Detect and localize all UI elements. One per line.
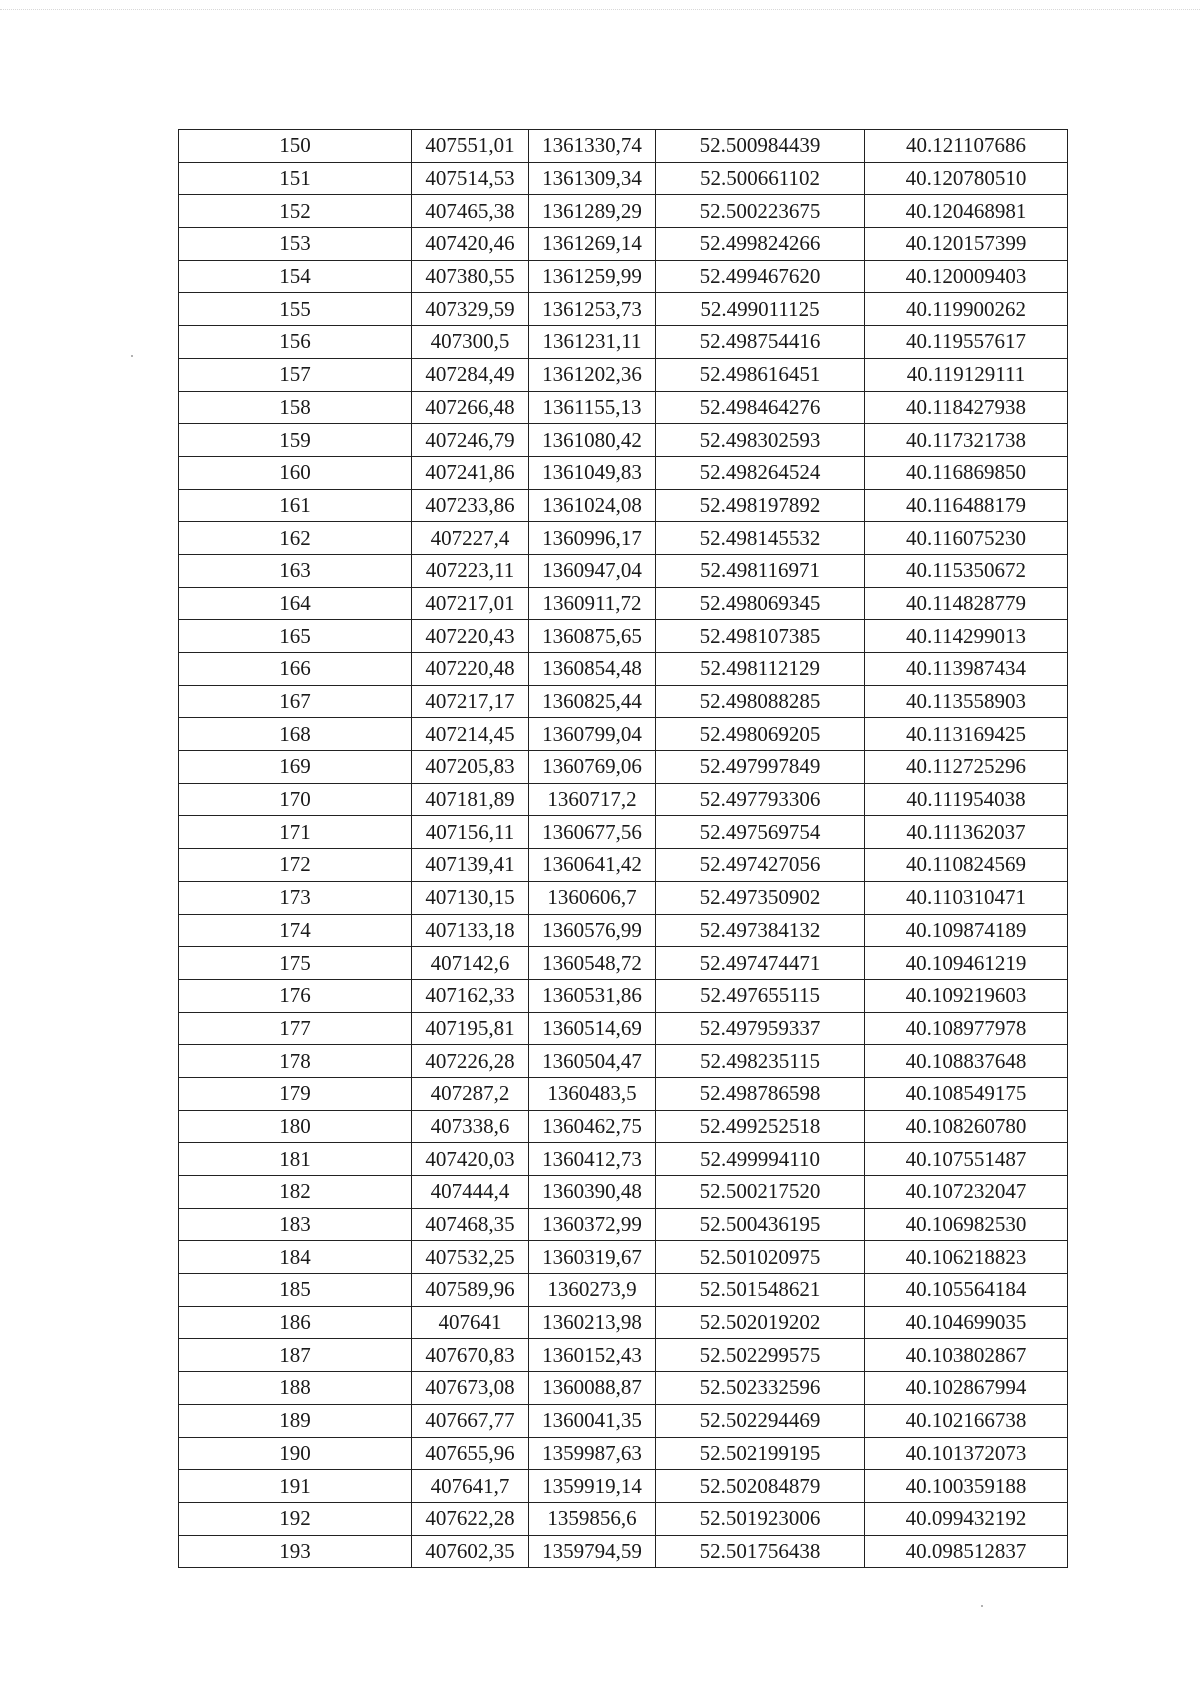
table-row bbox=[179, 1077, 1068, 1110]
latitude-cell: 52.498112129 bbox=[656, 653, 865, 686]
x-coordinate-cell: 407673,08 bbox=[412, 1372, 529, 1405]
x-coordinate-cell: 407130,15 bbox=[412, 881, 529, 914]
point-number-cell: 151 bbox=[179, 162, 412, 195]
latitude-cell: 52.502294469 bbox=[656, 1404, 865, 1437]
latitude-cell: 52.498069205 bbox=[656, 718, 865, 751]
latitude-cell: 52.499824266 bbox=[656, 228, 865, 261]
table-row bbox=[179, 881, 1068, 914]
y-coordinate-cell: 1360677,56 bbox=[529, 816, 656, 849]
x-coordinate-cell: 407551,01 bbox=[412, 130, 529, 163]
x-coordinate-cell: 407233,86 bbox=[412, 489, 529, 522]
latitude-cell: 52.500661102 bbox=[656, 162, 865, 195]
point-number-cell: 175 bbox=[179, 947, 412, 980]
latitude-cell: 52.498069345 bbox=[656, 587, 865, 620]
y-coordinate-cell: 1360273,9 bbox=[529, 1274, 656, 1307]
latitude-cell: 52.499994110 bbox=[656, 1143, 865, 1176]
point-number-cell: 181 bbox=[179, 1143, 412, 1176]
table-row bbox=[179, 1045, 1068, 1078]
longitude-cell: 40.106982530 bbox=[865, 1208, 1068, 1241]
y-coordinate-cell: 1359987,63 bbox=[529, 1437, 656, 1470]
longitude-cell: 40.120780510 bbox=[865, 162, 1068, 195]
point-number-cell: 172 bbox=[179, 849, 412, 882]
scan-speck bbox=[131, 355, 133, 357]
latitude-cell: 52.499467620 bbox=[656, 260, 865, 293]
table-row bbox=[179, 751, 1068, 784]
point-number-cell: 186 bbox=[179, 1306, 412, 1339]
y-coordinate-cell: 1361024,08 bbox=[529, 489, 656, 522]
table-row bbox=[179, 1110, 1068, 1143]
table-row bbox=[179, 1306, 1068, 1339]
table-row bbox=[179, 1470, 1068, 1503]
y-coordinate-cell: 1360319,67 bbox=[529, 1241, 656, 1274]
table-row bbox=[179, 979, 1068, 1012]
x-coordinate-cell: 407217,01 bbox=[412, 587, 529, 620]
table-row bbox=[179, 685, 1068, 718]
x-coordinate-cell: 407139,41 bbox=[412, 849, 529, 882]
longitude-cell: 40.117321738 bbox=[865, 424, 1068, 457]
latitude-cell: 52.498116971 bbox=[656, 554, 865, 587]
latitude-cell: 52.501020975 bbox=[656, 1241, 865, 1274]
x-coordinate-cell: 407667,77 bbox=[412, 1404, 529, 1437]
point-number-cell: 163 bbox=[179, 554, 412, 587]
y-coordinate-cell: 1361202,36 bbox=[529, 358, 656, 391]
table-row bbox=[179, 130, 1068, 163]
longitude-cell: 40.099432192 bbox=[865, 1502, 1068, 1535]
point-number-cell: 185 bbox=[179, 1274, 412, 1307]
y-coordinate-cell: 1360996,17 bbox=[529, 522, 656, 555]
y-coordinate-cell: 1360717,2 bbox=[529, 783, 656, 816]
table-row bbox=[179, 522, 1068, 555]
point-number-cell: 167 bbox=[179, 685, 412, 718]
latitude-cell: 52.497997849 bbox=[656, 751, 865, 784]
longitude-cell: 40.121107686 bbox=[865, 130, 1068, 163]
latitude-cell: 52.497427056 bbox=[656, 849, 865, 882]
y-coordinate-cell: 1360412,73 bbox=[529, 1143, 656, 1176]
x-coordinate-cell: 407205,83 bbox=[412, 751, 529, 784]
table-row bbox=[179, 228, 1068, 261]
x-coordinate-cell: 407380,55 bbox=[412, 260, 529, 293]
longitude-cell: 40.116488179 bbox=[865, 489, 1068, 522]
y-coordinate-cell: 1360372,99 bbox=[529, 1208, 656, 1241]
point-number-cell: 152 bbox=[179, 195, 412, 228]
x-coordinate-cell: 407156,11 bbox=[412, 816, 529, 849]
y-coordinate-cell: 1361253,73 bbox=[529, 293, 656, 326]
x-coordinate-cell: 407195,81 bbox=[412, 1012, 529, 1045]
latitude-cell: 52.497569754 bbox=[656, 816, 865, 849]
table-row bbox=[179, 1437, 1068, 1470]
table-row bbox=[179, 391, 1068, 424]
x-coordinate-cell: 407670,83 bbox=[412, 1339, 529, 1372]
point-number-cell: 188 bbox=[179, 1372, 412, 1405]
x-coordinate-cell: 407142,6 bbox=[412, 947, 529, 980]
table-row bbox=[179, 783, 1068, 816]
y-coordinate-cell: 1361309,34 bbox=[529, 162, 656, 195]
y-coordinate-cell: 1360088,87 bbox=[529, 1372, 656, 1405]
point-number-cell: 156 bbox=[179, 326, 412, 359]
latitude-cell: 52.499011125 bbox=[656, 293, 865, 326]
longitude-cell: 40.111362037 bbox=[865, 816, 1068, 849]
point-number-cell: 170 bbox=[179, 783, 412, 816]
y-coordinate-cell: 1360576,99 bbox=[529, 914, 656, 947]
table-row bbox=[179, 947, 1068, 980]
latitude-cell: 52.498464276 bbox=[656, 391, 865, 424]
y-coordinate-cell: 1359794,59 bbox=[529, 1535, 656, 1568]
latitude-cell: 52.499252518 bbox=[656, 1110, 865, 1143]
point-number-cell: 158 bbox=[179, 391, 412, 424]
latitude-cell: 52.498264524 bbox=[656, 456, 865, 489]
point-number-cell: 153 bbox=[179, 228, 412, 261]
point-number-cell: 169 bbox=[179, 751, 412, 784]
y-coordinate-cell: 1361330,74 bbox=[529, 130, 656, 163]
latitude-cell: 52.497384132 bbox=[656, 914, 865, 947]
coordinates-table-body bbox=[179, 130, 1068, 1568]
table-row bbox=[179, 816, 1068, 849]
table-row bbox=[179, 424, 1068, 457]
latitude-cell: 52.498786598 bbox=[656, 1077, 865, 1110]
longitude-cell: 40.103802867 bbox=[865, 1339, 1068, 1372]
latitude-cell: 52.502332596 bbox=[656, 1372, 865, 1405]
table-row bbox=[179, 1208, 1068, 1241]
longitude-cell: 40.119900262 bbox=[865, 293, 1068, 326]
x-coordinate-cell: 407641 bbox=[412, 1306, 529, 1339]
longitude-cell: 40.116869850 bbox=[865, 456, 1068, 489]
y-coordinate-cell: 1360213,98 bbox=[529, 1306, 656, 1339]
x-coordinate-cell: 407589,96 bbox=[412, 1274, 529, 1307]
latitude-cell: 52.501548621 bbox=[656, 1274, 865, 1307]
x-coordinate-cell: 407420,46 bbox=[412, 228, 529, 261]
table-row bbox=[179, 1372, 1068, 1405]
longitude-cell: 40.108549175 bbox=[865, 1077, 1068, 1110]
longitude-cell: 40.107232047 bbox=[865, 1176, 1068, 1209]
point-number-cell: 160 bbox=[179, 456, 412, 489]
scan-edge-line bbox=[0, 9, 1200, 10]
longitude-cell: 40.113558903 bbox=[865, 685, 1068, 718]
y-coordinate-cell: 1361080,42 bbox=[529, 424, 656, 457]
longitude-cell: 40.107551487 bbox=[865, 1143, 1068, 1176]
longitude-cell: 40.104699035 bbox=[865, 1306, 1068, 1339]
point-number-cell: 154 bbox=[179, 260, 412, 293]
point-number-cell: 192 bbox=[179, 1502, 412, 1535]
y-coordinate-cell: 1360825,44 bbox=[529, 685, 656, 718]
x-coordinate-cell: 407465,38 bbox=[412, 195, 529, 228]
x-coordinate-cell: 407241,86 bbox=[412, 456, 529, 489]
x-coordinate-cell: 407223,11 bbox=[412, 554, 529, 587]
y-coordinate-cell: 1360514,69 bbox=[529, 1012, 656, 1045]
longitude-cell: 40.108977978 bbox=[865, 1012, 1068, 1045]
longitude-cell: 40.109874189 bbox=[865, 914, 1068, 947]
point-number-cell: 161 bbox=[179, 489, 412, 522]
point-number-cell: 174 bbox=[179, 914, 412, 947]
longitude-cell: 40.102166738 bbox=[865, 1404, 1068, 1437]
x-coordinate-cell: 407162,33 bbox=[412, 979, 529, 1012]
latitude-cell: 52.498616451 bbox=[656, 358, 865, 391]
y-coordinate-cell: 1361259,99 bbox=[529, 260, 656, 293]
table-row bbox=[179, 326, 1068, 359]
latitude-cell: 52.501923006 bbox=[656, 1502, 865, 1535]
x-coordinate-cell: 407181,89 bbox=[412, 783, 529, 816]
point-number-cell: 168 bbox=[179, 718, 412, 751]
point-number-cell: 193 bbox=[179, 1535, 412, 1568]
longitude-cell: 40.111954038 bbox=[865, 783, 1068, 816]
table-row bbox=[179, 653, 1068, 686]
scan-speck bbox=[981, 1605, 983, 1607]
latitude-cell: 52.500984439 bbox=[656, 130, 865, 163]
latitude-cell: 52.497350902 bbox=[656, 881, 865, 914]
y-coordinate-cell: 1360483,5 bbox=[529, 1077, 656, 1110]
y-coordinate-cell: 1361289,29 bbox=[529, 195, 656, 228]
y-coordinate-cell: 1360390,48 bbox=[529, 1176, 656, 1209]
longitude-cell: 40.113987434 bbox=[865, 653, 1068, 686]
latitude-cell: 52.498088285 bbox=[656, 685, 865, 718]
x-coordinate-cell: 407220,43 bbox=[412, 620, 529, 653]
longitude-cell: 40.098512837 bbox=[865, 1535, 1068, 1568]
longitude-cell: 40.119557617 bbox=[865, 326, 1068, 359]
table-row bbox=[179, 849, 1068, 882]
longitude-cell: 40.106218823 bbox=[865, 1241, 1068, 1274]
y-coordinate-cell: 1361269,14 bbox=[529, 228, 656, 261]
point-number-cell: 189 bbox=[179, 1404, 412, 1437]
longitude-cell: 40.108837648 bbox=[865, 1045, 1068, 1078]
table-row bbox=[179, 195, 1068, 228]
longitude-cell: 40.120468981 bbox=[865, 195, 1068, 228]
point-number-cell: 179 bbox=[179, 1077, 412, 1110]
y-coordinate-cell: 1361155,13 bbox=[529, 391, 656, 424]
point-number-cell: 176 bbox=[179, 979, 412, 1012]
latitude-cell: 52.502019202 bbox=[656, 1306, 865, 1339]
x-coordinate-cell: 407246,79 bbox=[412, 424, 529, 457]
x-coordinate-cell: 407300,5 bbox=[412, 326, 529, 359]
table-row bbox=[179, 456, 1068, 489]
longitude-cell: 40.118427938 bbox=[865, 391, 1068, 424]
y-coordinate-cell: 1360769,06 bbox=[529, 751, 656, 784]
longitude-cell: 40.114828779 bbox=[865, 587, 1068, 620]
point-number-cell: 178 bbox=[179, 1045, 412, 1078]
point-number-cell: 157 bbox=[179, 358, 412, 391]
table-row bbox=[179, 358, 1068, 391]
point-number-cell: 165 bbox=[179, 620, 412, 653]
latitude-cell: 52.498754416 bbox=[656, 326, 865, 359]
table-row bbox=[179, 1012, 1068, 1045]
table-row bbox=[179, 293, 1068, 326]
table-row bbox=[179, 620, 1068, 653]
x-coordinate-cell: 407287,2 bbox=[412, 1077, 529, 1110]
longitude-cell: 40.114299013 bbox=[865, 620, 1068, 653]
x-coordinate-cell: 407217,17 bbox=[412, 685, 529, 718]
longitude-cell: 40.120009403 bbox=[865, 260, 1068, 293]
longitude-cell: 40.109461219 bbox=[865, 947, 1068, 980]
x-coordinate-cell: 407468,35 bbox=[412, 1208, 529, 1241]
x-coordinate-cell: 407329,59 bbox=[412, 293, 529, 326]
longitude-cell: 40.110310471 bbox=[865, 881, 1068, 914]
table-row bbox=[179, 718, 1068, 751]
y-coordinate-cell: 1360641,42 bbox=[529, 849, 656, 882]
point-number-cell: 164 bbox=[179, 587, 412, 620]
latitude-cell: 52.498235115 bbox=[656, 1045, 865, 1078]
table-row bbox=[179, 554, 1068, 587]
longitude-cell: 40.116075230 bbox=[865, 522, 1068, 555]
point-number-cell: 171 bbox=[179, 816, 412, 849]
table-row bbox=[179, 162, 1068, 195]
point-number-cell: 173 bbox=[179, 881, 412, 914]
latitude-cell: 52.502084879 bbox=[656, 1470, 865, 1503]
longitude-cell: 40.113169425 bbox=[865, 718, 1068, 751]
latitude-cell: 52.500436195 bbox=[656, 1208, 865, 1241]
table-row bbox=[179, 1274, 1068, 1307]
y-coordinate-cell: 1359856,6 bbox=[529, 1502, 656, 1535]
y-coordinate-cell: 1360548,72 bbox=[529, 947, 656, 980]
longitude-cell: 40.108260780 bbox=[865, 1110, 1068, 1143]
point-number-cell: 182 bbox=[179, 1176, 412, 1209]
latitude-cell: 52.502299575 bbox=[656, 1339, 865, 1372]
x-coordinate-cell: 407226,28 bbox=[412, 1045, 529, 1078]
longitude-cell: 40.112725296 bbox=[865, 751, 1068, 784]
point-number-cell: 162 bbox=[179, 522, 412, 555]
table-row bbox=[179, 914, 1068, 947]
longitude-cell: 40.110824569 bbox=[865, 849, 1068, 882]
latitude-cell: 52.498302593 bbox=[656, 424, 865, 457]
latitude-cell: 52.498145532 bbox=[656, 522, 865, 555]
latitude-cell: 52.497655115 bbox=[656, 979, 865, 1012]
y-coordinate-cell: 1360875,65 bbox=[529, 620, 656, 653]
y-coordinate-cell: 1360504,47 bbox=[529, 1045, 656, 1078]
x-coordinate-cell: 407622,28 bbox=[412, 1502, 529, 1535]
point-number-cell: 177 bbox=[179, 1012, 412, 1045]
y-coordinate-cell: 1360152,43 bbox=[529, 1339, 656, 1372]
x-coordinate-cell: 407602,35 bbox=[412, 1535, 529, 1568]
y-coordinate-cell: 1359919,14 bbox=[529, 1470, 656, 1503]
table-row bbox=[179, 1502, 1068, 1535]
longitude-cell: 40.109219603 bbox=[865, 979, 1068, 1012]
x-coordinate-cell: 407338,6 bbox=[412, 1110, 529, 1143]
y-coordinate-cell: 1360854,48 bbox=[529, 653, 656, 686]
point-number-cell: 155 bbox=[179, 293, 412, 326]
point-number-cell: 180 bbox=[179, 1110, 412, 1143]
y-coordinate-cell: 1361049,83 bbox=[529, 456, 656, 489]
table-row bbox=[179, 1241, 1068, 1274]
table-row bbox=[179, 260, 1068, 293]
latitude-cell: 52.502199195 bbox=[656, 1437, 865, 1470]
y-coordinate-cell: 1360462,75 bbox=[529, 1110, 656, 1143]
longitude-cell: 40.115350672 bbox=[865, 554, 1068, 587]
x-coordinate-cell: 407220,48 bbox=[412, 653, 529, 686]
x-coordinate-cell: 407532,25 bbox=[412, 1241, 529, 1274]
x-coordinate-cell: 407133,18 bbox=[412, 914, 529, 947]
x-coordinate-cell: 407444,4 bbox=[412, 1176, 529, 1209]
longitude-cell: 40.100359188 bbox=[865, 1470, 1068, 1503]
point-number-cell: 159 bbox=[179, 424, 412, 457]
x-coordinate-cell: 407284,49 bbox=[412, 358, 529, 391]
table-row bbox=[179, 1535, 1068, 1568]
longitude-cell: 40.119129111 bbox=[865, 358, 1068, 391]
point-number-cell: 150 bbox=[179, 130, 412, 163]
y-coordinate-cell: 1360606,7 bbox=[529, 881, 656, 914]
longitude-cell: 40.102867994 bbox=[865, 1372, 1068, 1405]
x-coordinate-cell: 407214,45 bbox=[412, 718, 529, 751]
table-row bbox=[179, 489, 1068, 522]
x-coordinate-cell: 407227,4 bbox=[412, 522, 529, 555]
x-coordinate-cell: 407420,03 bbox=[412, 1143, 529, 1176]
latitude-cell: 52.501756438 bbox=[656, 1535, 865, 1568]
point-number-cell: 190 bbox=[179, 1437, 412, 1470]
longitude-cell: 40.105564184 bbox=[865, 1274, 1068, 1307]
table-row bbox=[179, 1404, 1068, 1437]
latitude-cell: 52.497959337 bbox=[656, 1012, 865, 1045]
longitude-cell: 40.120157399 bbox=[865, 228, 1068, 261]
x-coordinate-cell: 407266,48 bbox=[412, 391, 529, 424]
point-number-cell: 191 bbox=[179, 1470, 412, 1503]
x-coordinate-cell: 407655,96 bbox=[412, 1437, 529, 1470]
point-number-cell: 166 bbox=[179, 653, 412, 686]
x-coordinate-cell: 407641,7 bbox=[412, 1470, 529, 1503]
table-row bbox=[179, 1143, 1068, 1176]
point-number-cell: 184 bbox=[179, 1241, 412, 1274]
coordinates-table bbox=[178, 129, 1068, 1568]
latitude-cell: 52.498197892 bbox=[656, 489, 865, 522]
point-number-cell: 187 bbox=[179, 1339, 412, 1372]
table-row bbox=[179, 1339, 1068, 1372]
latitude-cell: 52.500223675 bbox=[656, 195, 865, 228]
y-coordinate-cell: 1360041,35 bbox=[529, 1404, 656, 1437]
table-row bbox=[179, 1176, 1068, 1209]
y-coordinate-cell: 1360799,04 bbox=[529, 718, 656, 751]
y-coordinate-cell: 1361231,11 bbox=[529, 326, 656, 359]
y-coordinate-cell: 1360947,04 bbox=[529, 554, 656, 587]
longitude-cell: 40.101372073 bbox=[865, 1437, 1068, 1470]
point-number-cell: 183 bbox=[179, 1208, 412, 1241]
y-coordinate-cell: 1360911,72 bbox=[529, 587, 656, 620]
latitude-cell: 52.497793306 bbox=[656, 783, 865, 816]
x-coordinate-cell: 407514,53 bbox=[412, 162, 529, 195]
latitude-cell: 52.497474471 bbox=[656, 947, 865, 980]
latitude-cell: 52.500217520 bbox=[656, 1176, 865, 1209]
latitude-cell: 52.498107385 bbox=[656, 620, 865, 653]
y-coordinate-cell: 1360531,86 bbox=[529, 979, 656, 1012]
table-row bbox=[179, 587, 1068, 620]
